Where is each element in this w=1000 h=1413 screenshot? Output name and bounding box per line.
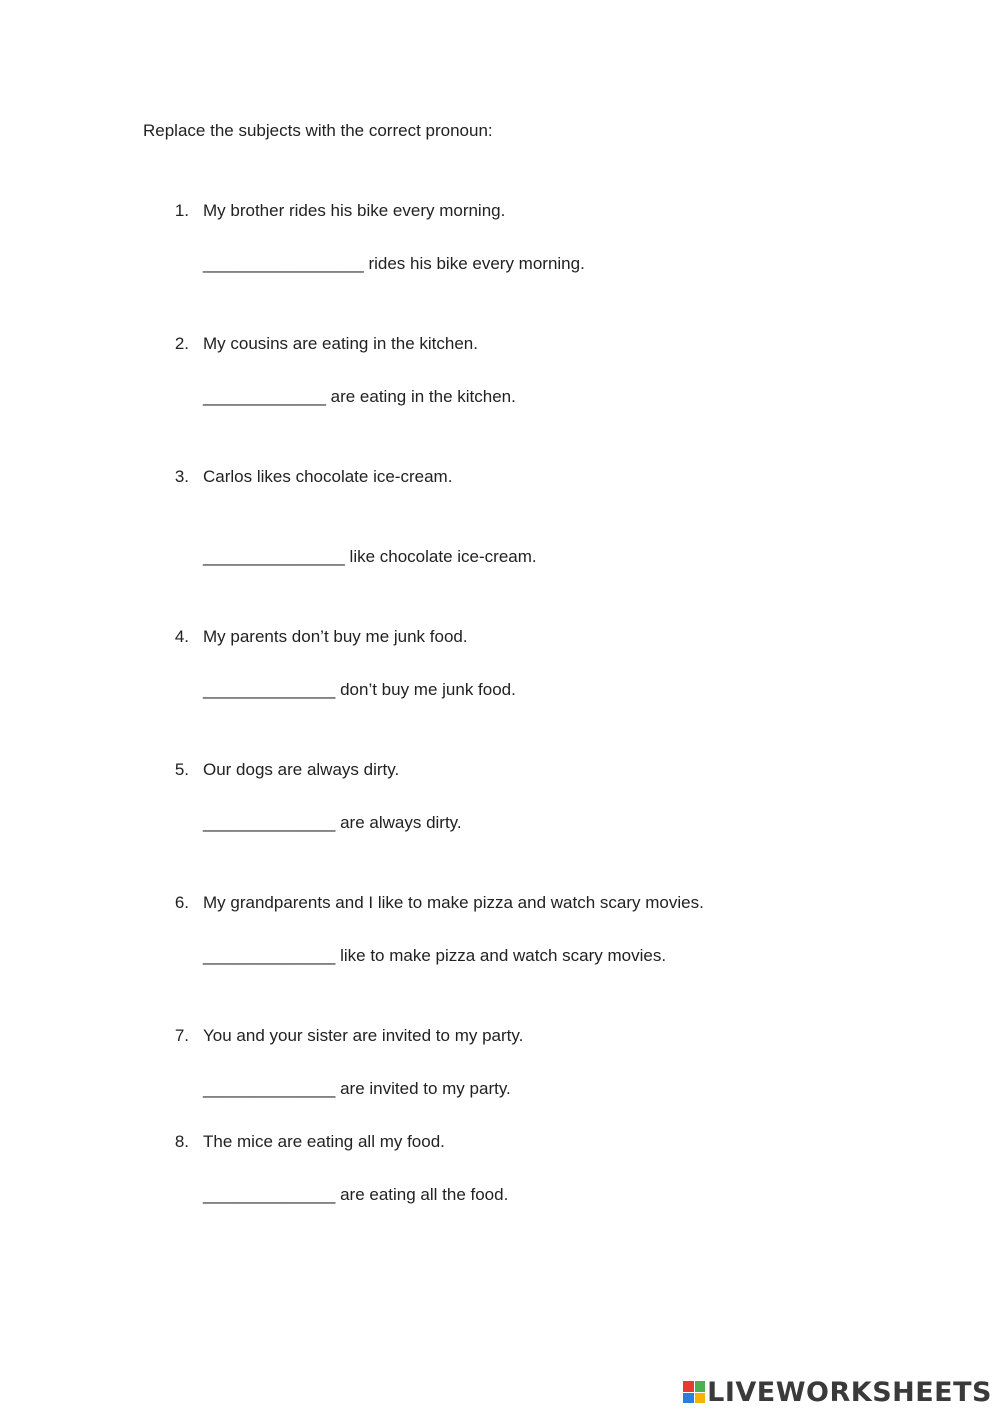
answer-blank-line[interactable]: _______________ like chocolate ice-cream.	[203, 547, 537, 566]
logo-text: LIVEWORKSHEETS	[707, 1376, 992, 1408]
question-sentence: My parents don’t buy me junk food.	[203, 627, 468, 646]
question-sentence: The mice are eating all my food.	[203, 1132, 445, 1151]
question-sentence: Carlos likes chocolate ice-cream.	[203, 467, 453, 486]
logo-blocks-icon	[683, 1381, 705, 1403]
question-number: 1.	[174, 201, 189, 220]
question-number: 2.	[174, 334, 189, 353]
question-number: 7.	[174, 1026, 189, 1045]
answer-blank-line[interactable]: ______________ are invited to my party.	[203, 1079, 511, 1098]
liveworksheets-logo	[683, 1375, 992, 1409]
question-sentence: My grandparents and I like to make pizza and watch scary movies.	[203, 893, 704, 912]
answer-blank-line[interactable]: ______________ like to make pizza and watch scary movies.	[203, 946, 667, 965]
answer-blank-line[interactable]: _____________ are eating in the kitchen.	[203, 387, 516, 406]
question-sentence: You and your sister are invited to my party.	[203, 1026, 524, 1045]
instruction-text: Replace the subjects with the correct pronoun:	[143, 121, 493, 140]
question-sentence: My cousins are eating in the kitchen.	[203, 334, 478, 353]
question-number: 5.	[174, 760, 189, 779]
question-number: 3.	[174, 467, 189, 486]
answer-blank-line[interactable]: ______________ are always dirty.	[203, 813, 462, 832]
question-sentence: Our dogs are always dirty.	[203, 760, 400, 779]
answer-blank-line[interactable]: ______________ are eating all the food.	[203, 1185, 509, 1204]
answer-blank-line[interactable]: ______________ don’t buy me junk food.	[203, 680, 516, 699]
question-number: 6.	[174, 893, 189, 912]
question-number: 4.	[174, 627, 189, 646]
question-number: 8.	[174, 1132, 189, 1151]
answer-blank-line[interactable]: _________________ rides his bike every morning.	[203, 254, 585, 273]
question-sentence: My brother rides his bike every morning.	[203, 201, 506, 220]
